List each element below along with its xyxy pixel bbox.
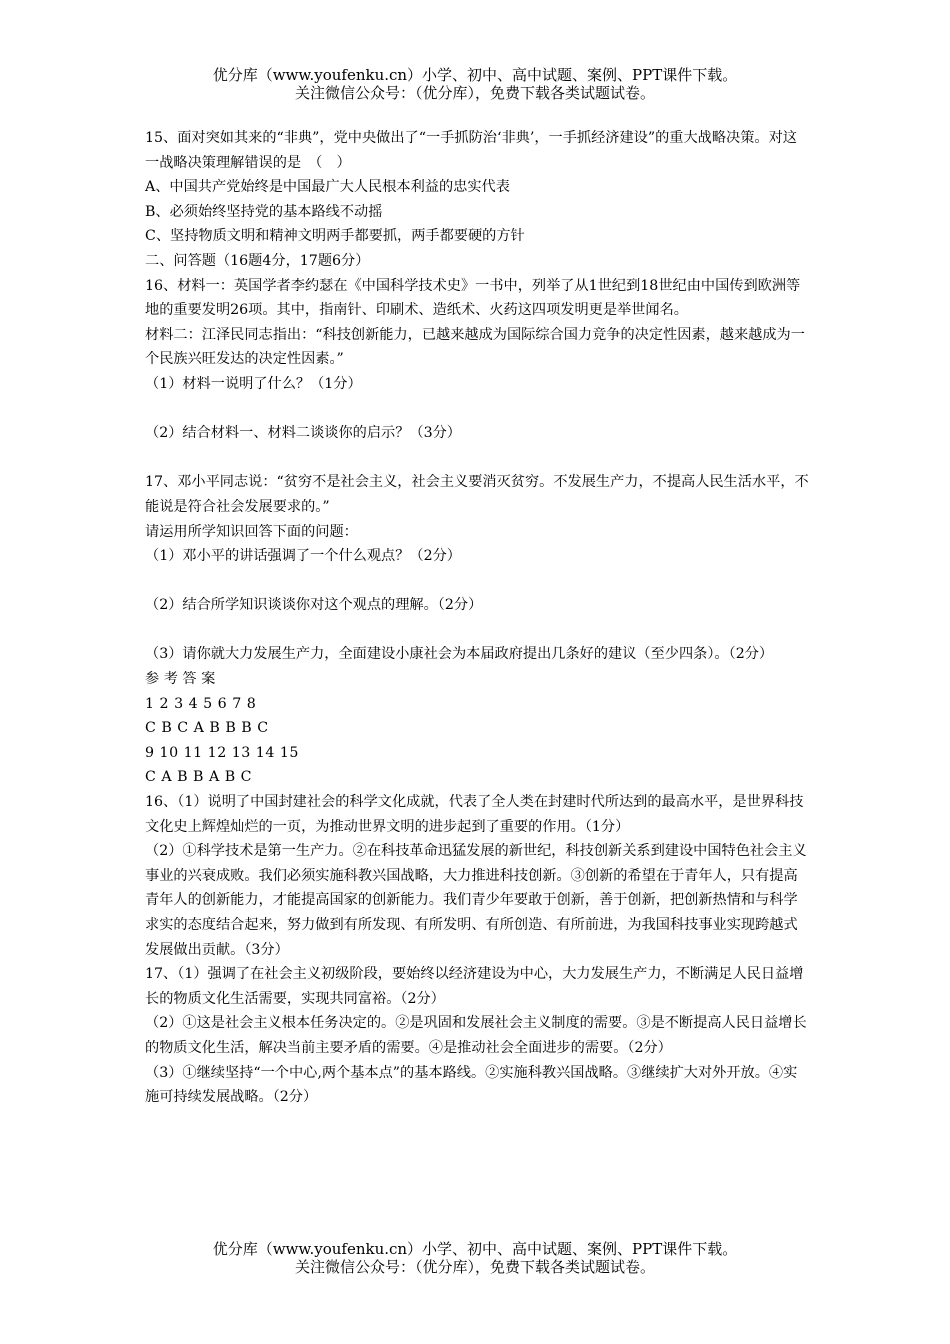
answer-17-part-2: （2）①这是社会主义根本任务决定的。②是巩固和发展社会主义制度的需要。③是不断提高人民日益增长的物质文化生活，解决当前主要矛盾的需要。④是推动社会全面进步的需要。（2分） [145,1015,807,1056]
answer-17-part-3: （3）①继续坚持“一个中心,两个基本点”的基本路线。②实施科教兴国战略。③继续扩大对外开放。④实施可持续发展战略。（2分） [145,1064,798,1106]
answer-16-part-1: 16、（1）说明了中国封建社会的科学文化成就，代表了全人类在封建时代所达到的最高水平，是世界科技文化史上辉煌灿烂的一页，为推动世界文明的进步起到了重要的作用。（1分） [145,794,804,835]
q17-quote: 17、邓小平同志说：“贫穷不是社会主义，社会主义要消灭贫穷。不发展生产力，不提高人民生活水平，不能说是符合社会发展要求的。” [145,474,809,515]
footer-banner [0,1240,950,1276]
answers-keys-row-1: C B C A B B B C [145,720,269,737]
q16-sub-1: （1）材料一说明了什么？（1分） [145,375,362,392]
footer-line-2: 关注微信公众号：（优分库），免费下载各类试题试卷。 [294,1258,655,1276]
section-2-title: 二、问答题（16题4分，17题6分） [145,252,370,269]
q17-instruction: 请运用所学知识回答下面的问题： [145,523,358,540]
q16-sub-2: （2）结合材料一、材料二谈谈你的启示？（3分） [145,425,461,442]
answer-space [145,397,810,422]
answers-numbers-row-2: 9 10 11 12 13 14 15 [145,744,299,761]
answers-numbers-row-1: 1 2 3 4 5 6 7 8 [145,695,257,712]
q17-sub-2: （2）结合所学知识谈谈你对这个观点的理解。（2分） [145,597,483,614]
footer-line-1: 优分库（www.youfenku.cn）小学、初中、高中试题、案例、PPT课件下载。 [212,1240,738,1258]
answer-16-part-2: （2）①科学技术是第一生产力。②在科技革命迅猛发展的新世纪，科技创新关系到建设中国特色社会主义事业的兴衰成败。我们必须实施科教兴国战略，大力推进科技创新。③创新的希望在于青年人，只有提高青年人的创新能力，才能提高国家的创新能力。我们青少年要敢于创新，善于创新，把创新热情和与科学求实的态度结合起来，努力做到有所发现、有所发明、有所创造、有所前进，为我国科技事业实现跨越式发展做出贡献。（3分） [145,843,807,958]
answer-space [145,618,810,643]
q17-sub-1: （1）邓小平的讲话强调了一个什么观点？（2分） [145,548,461,565]
q15-option-c: C、坚持物质文明和精神文明两手都要抓，两手都要硬的方针 [145,228,525,245]
q16-material-1: 16、材料一：英国学者李约瑟在《中国科学技术史》一书中，列举了从1世纪到18世纪由中国传到欧洲等地的重要发明26项。其中，指南针、印刷术、造纸术、火药这四项发明更是举世闻名。 [145,277,801,319]
q15-option-a: A、中国共产党始终是中国最广大人民根本利益的忠实代表 [145,179,510,196]
answers-keys-row-2: C A B B A B C [145,769,253,786]
answer-space [145,446,810,471]
q16-material-2: 材料二：江泽民同志指出：“科技创新能力，已越来越成为国际综合国力竞争的决定性因素，越来越成为一个民族兴旺发达的决定性因素。” [145,326,805,368]
document-body [145,126,810,1110]
answer-17-part-1: 17、（1）强调了在社会主义初级阶段，要始终以经济建设为中心，大力发展生产力，不断满足人民日益增长的物质文化生活需要，实现共同富裕。（2分） [145,966,804,1007]
header-banner [0,66,950,102]
header-line-2: 关注微信公众号：（优分库），免费下载各类试题试卷。 [294,84,655,102]
q15-option-b: B、必须始终坚持党的基本路线不动摇 [145,203,383,220]
q17-sub-3: （3）请你就大力发展生产力，全面建设小康社会为本届政府提出几条好的建议（至少四条）。（2分） [145,646,774,663]
answers-title: 参 考 答 案 [145,671,216,688]
answer-space [145,569,810,594]
q15-stem: 15、面对突如其来的“非典”，党中央做出了“一手抓防治‘非典’，一手抓经济建设”的重大战略决策。对这一战略决策理解错误的是 （ ） [145,130,797,171]
header-line-1: 优分库（www.youfenku.cn）小学、初中、高中试题、案例、PPT课件下载。 [212,66,738,84]
